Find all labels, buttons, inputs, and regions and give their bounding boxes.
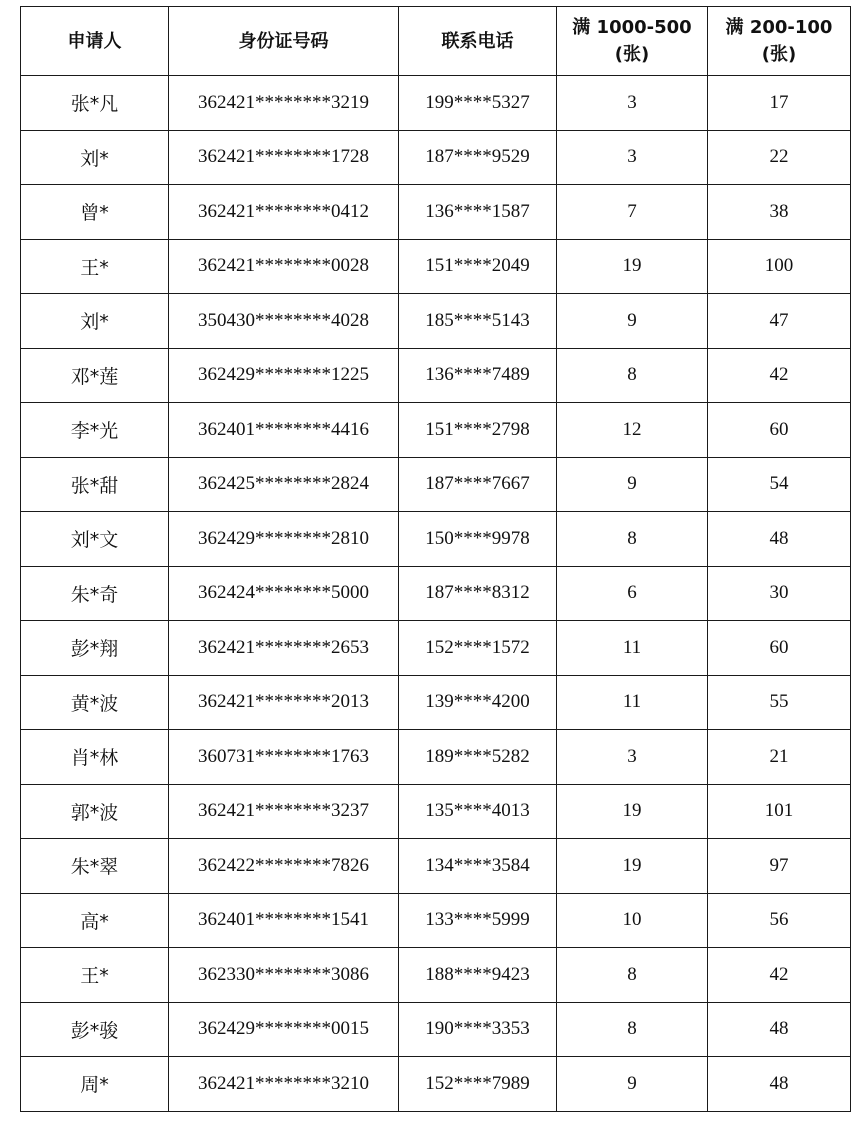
cell-coupon-1000-500-count: 8 (557, 512, 708, 567)
cell-applicant-name: 肖*林 (21, 730, 169, 785)
cell-phone: 135****4013 (399, 784, 557, 839)
cell-id-number: 362421********1728 (169, 130, 399, 185)
cell-applicant-name: 邓*莲 (21, 348, 169, 403)
table-row (21, 784, 851, 839)
cell-phone: 190****3353 (399, 1002, 557, 1057)
table-row (21, 294, 851, 349)
cell-phone: 151****2798 (399, 403, 557, 458)
table-row (21, 1002, 851, 1057)
cell-applicant-name: 郭*波 (21, 784, 169, 839)
cell-coupon-200-100-count: 48 (708, 1002, 851, 1057)
cell-applicant-name: 周* (21, 1057, 169, 1112)
table-row (21, 675, 851, 730)
cell-coupon-200-100-count: 60 (708, 621, 851, 676)
cell-applicant-name: 张*凡 (21, 76, 169, 131)
applicant-table (20, 6, 851, 1112)
cell-id-number: 362421********0028 (169, 239, 399, 294)
cell-applicant-name: 黄*波 (21, 675, 169, 730)
table-row (21, 348, 851, 403)
table-row (21, 76, 851, 131)
cell-coupon-200-100-count: 101 (708, 784, 851, 839)
cell-applicant-name: 朱*奇 (21, 566, 169, 621)
cell-coupon-200-100-count: 30 (708, 566, 851, 621)
cell-coupon-1000-500-count: 8 (557, 348, 708, 403)
cell-coupon-200-100-count: 42 (708, 348, 851, 403)
header-coupon-200-100-label: 满 200-100 (725, 17, 833, 38)
table-row (21, 403, 851, 458)
cell-coupon-1000-500-count: 8 (557, 948, 708, 1003)
cell-coupon-200-100-count: 47 (708, 294, 851, 349)
header-coupon-1000-500 (557, 7, 708, 76)
cell-id-number: 362421********2013 (169, 675, 399, 730)
header-coupon-200-100 (708, 7, 851, 76)
cell-applicant-name: 王* (21, 239, 169, 294)
cell-applicant-name: 刘*文 (21, 512, 169, 567)
cell-applicant-name: 高* (21, 893, 169, 948)
cell-id-number: 362421********3219 (169, 76, 399, 131)
cell-phone: 133****5999 (399, 893, 557, 948)
cell-id-number: 362401********1541 (169, 893, 399, 948)
cell-coupon-1000-500-count: 7 (557, 185, 708, 240)
table-row (21, 239, 851, 294)
cell-coupon-1000-500-count: 10 (557, 893, 708, 948)
cell-phone: 199****5327 (399, 76, 557, 131)
cell-coupon-200-100-count: 60 (708, 403, 851, 458)
table-row (21, 130, 851, 185)
cell-id-number: 362429********0015 (169, 1002, 399, 1057)
table-row (21, 730, 851, 785)
table-row (21, 566, 851, 621)
cell-id-number: 362421********3210 (169, 1057, 399, 1112)
cell-coupon-1000-500-count: 19 (557, 784, 708, 839)
cell-id-number: 362421********2653 (169, 621, 399, 676)
cell-applicant-name: 朱*翠 (21, 839, 169, 894)
cell-id-number: 362429********1225 (169, 348, 399, 403)
cell-phone: 187****7667 (399, 457, 557, 512)
cell-coupon-200-100-count: 97 (708, 839, 851, 894)
cell-phone: 152****7989 (399, 1057, 557, 1112)
cell-id-number: 362429********2810 (169, 512, 399, 567)
table-row (21, 948, 851, 1003)
cell-coupon-1000-500-count: 19 (557, 839, 708, 894)
cell-coupon-1000-500-count: 3 (557, 130, 708, 185)
cell-applicant-name: 王* (21, 948, 169, 1003)
cell-coupon-1000-500-count: 9 (557, 1057, 708, 1112)
cell-coupon-200-100-count: 22 (708, 130, 851, 185)
cell-phone: 151****2049 (399, 239, 557, 294)
cell-phone: 189****5282 (399, 730, 557, 785)
cell-phone: 185****5143 (399, 294, 557, 349)
cell-coupon-1000-500-count: 9 (557, 294, 708, 349)
cell-coupon-1000-500-count: 3 (557, 730, 708, 785)
cell-coupon-200-100-count: 21 (708, 730, 851, 785)
cell-coupon-1000-500-count: 3 (557, 76, 708, 131)
cell-id-number: 350430********4028 (169, 294, 399, 349)
cell-applicant-name: 彭*骏 (21, 1002, 169, 1057)
cell-coupon-200-100-count: 17 (708, 76, 851, 131)
cell-coupon-200-100-count: 55 (708, 675, 851, 730)
table-row (21, 1057, 851, 1112)
cell-coupon-200-100-count: 56 (708, 893, 851, 948)
cell-coupon-1000-500-count: 8 (557, 1002, 708, 1057)
cell-phone: 150****9978 (399, 512, 557, 567)
cell-coupon-1000-500-count: 19 (557, 239, 708, 294)
table-row (21, 893, 851, 948)
header-row (21, 7, 851, 76)
cell-phone: 188****9423 (399, 948, 557, 1003)
table-row (21, 621, 851, 676)
cell-phone: 187****9529 (399, 130, 557, 185)
cell-id-number: 362330********3086 (169, 948, 399, 1003)
cell-applicant-name: 刘* (21, 294, 169, 349)
table-row (21, 839, 851, 894)
cell-phone: 139****4200 (399, 675, 557, 730)
table-body (21, 76, 851, 1112)
header-id-number: 身份证号码 (169, 7, 399, 76)
cell-coupon-200-100-count: 100 (708, 239, 851, 294)
cell-id-number: 362425********2824 (169, 457, 399, 512)
cell-id-number: 362401********4416 (169, 403, 399, 458)
cell-coupon-1000-500-count: 12 (557, 403, 708, 458)
cell-coupon-1000-500-count: 6 (557, 566, 708, 621)
cell-applicant-name: 曾* (21, 185, 169, 240)
cell-coupon-200-100-count: 54 (708, 457, 851, 512)
header-phone: 联系电话 (399, 7, 557, 76)
cell-coupon-1000-500-count: 11 (557, 675, 708, 730)
cell-id-number: 360731********1763 (169, 730, 399, 785)
cell-coupon-1000-500-count: 11 (557, 621, 708, 676)
cell-applicant-name: 刘* (21, 130, 169, 185)
cell-coupon-200-100-count: 42 (708, 948, 851, 1003)
header-coupon-1000-500-label: 满 1000-500 (572, 17, 692, 38)
cell-coupon-1000-500-count: 9 (557, 457, 708, 512)
header-name: 申请人 (21, 7, 169, 76)
cell-id-number: 362422********7826 (169, 839, 399, 894)
cell-coupon-200-100-count: 48 (708, 512, 851, 567)
cell-coupon-200-100-count: 48 (708, 1057, 851, 1112)
cell-phone: 136****1587 (399, 185, 557, 240)
header-coupon-1000-500-unit: (张) (614, 44, 650, 65)
cell-applicant-name: 张*甜 (21, 457, 169, 512)
cell-applicant-name: 李*光 (21, 403, 169, 458)
table-row (21, 512, 851, 567)
cell-id-number: 362421********3237 (169, 784, 399, 839)
header-coupon-200-100-unit: (张) (761, 44, 797, 65)
cell-coupon-200-100-count: 38 (708, 185, 851, 240)
cell-phone: 187****8312 (399, 566, 557, 621)
cell-phone: 152****1572 (399, 621, 557, 676)
cell-id-number: 362421********0412 (169, 185, 399, 240)
cell-applicant-name: 彭*翔 (21, 621, 169, 676)
cell-phone: 136****7489 (399, 348, 557, 403)
table-row (21, 457, 851, 512)
cell-id-number: 362424********5000 (169, 566, 399, 621)
table-header (21, 7, 851, 76)
table-row (21, 185, 851, 240)
cell-phone: 134****3584 (399, 839, 557, 894)
